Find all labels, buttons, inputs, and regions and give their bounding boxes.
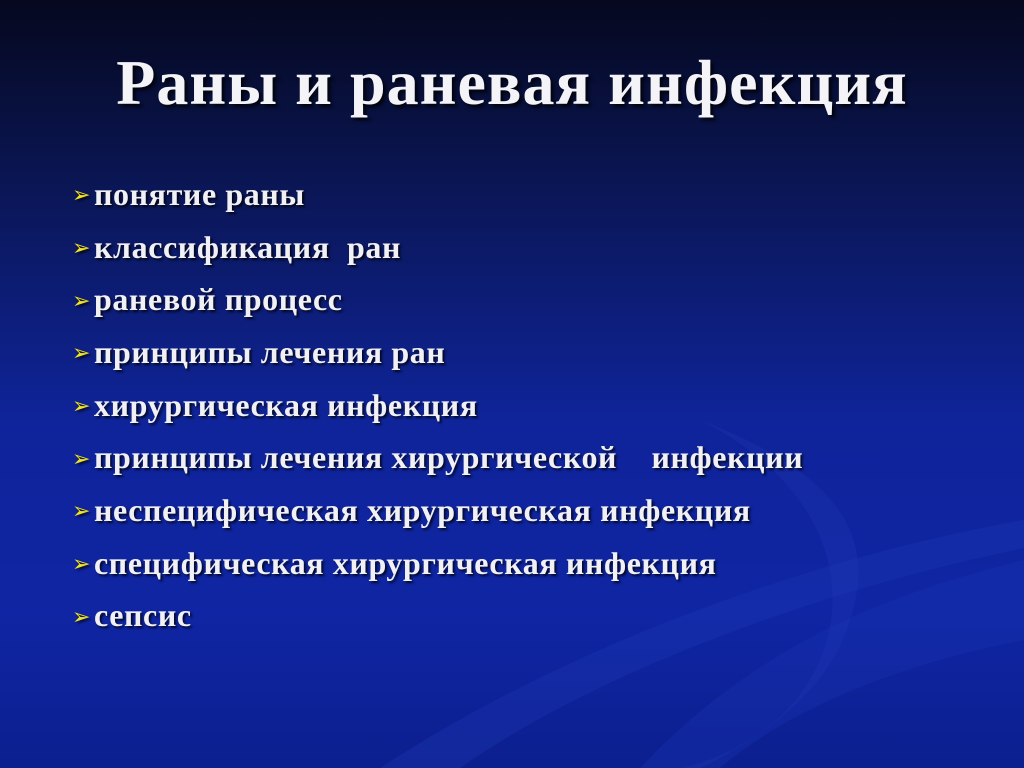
- list-item: [72, 590, 803, 643]
- arrowhead-bullet-icon: ➢: [72, 552, 91, 578]
- arrowhead-bullet-icon: ➢: [72, 604, 91, 630]
- arrowhead-bullet-icon: ➢: [72, 394, 91, 420]
- list-item: [72, 537, 803, 590]
- slide-title: Раны и раневая инфекция: [116, 47, 908, 118]
- bullet-list: [72, 168, 803, 642]
- list-item: [72, 221, 803, 274]
- list-item: [72, 484, 803, 537]
- list-item-text: неспецифическая хирургическая инфекция: [94, 491, 751, 528]
- list-item-text: принципы лечения ран: [94, 333, 446, 370]
- arrowhead-bullet-icon: ➢: [72, 183, 91, 209]
- list-item-text: принципы лечения хирургической инфекции: [94, 439, 804, 476]
- list-item: [72, 326, 803, 379]
- list-item: [72, 431, 803, 484]
- list-item: [72, 273, 803, 326]
- arrowhead-bullet-icon: ➢: [72, 236, 91, 262]
- list-item-text: классификация ран: [94, 228, 401, 265]
- list-item-text: специфическая хирургическая инфекция: [94, 544, 717, 581]
- arrowhead-bullet-icon: ➢: [72, 341, 91, 367]
- list-item: [72, 379, 803, 432]
- arrowhead-bullet-icon: ➢: [72, 446, 91, 472]
- arrowhead-bullet-icon: ➢: [72, 288, 91, 314]
- list-item-text: сепсис: [94, 597, 192, 634]
- arrowhead-bullet-icon: ➢: [72, 499, 91, 525]
- list-item-text: раневой процесс: [94, 281, 343, 318]
- list-item: [72, 168, 803, 221]
- list-item-text: понятие раны: [94, 175, 305, 212]
- list-item-text: хирургическая инфекция: [94, 386, 478, 423]
